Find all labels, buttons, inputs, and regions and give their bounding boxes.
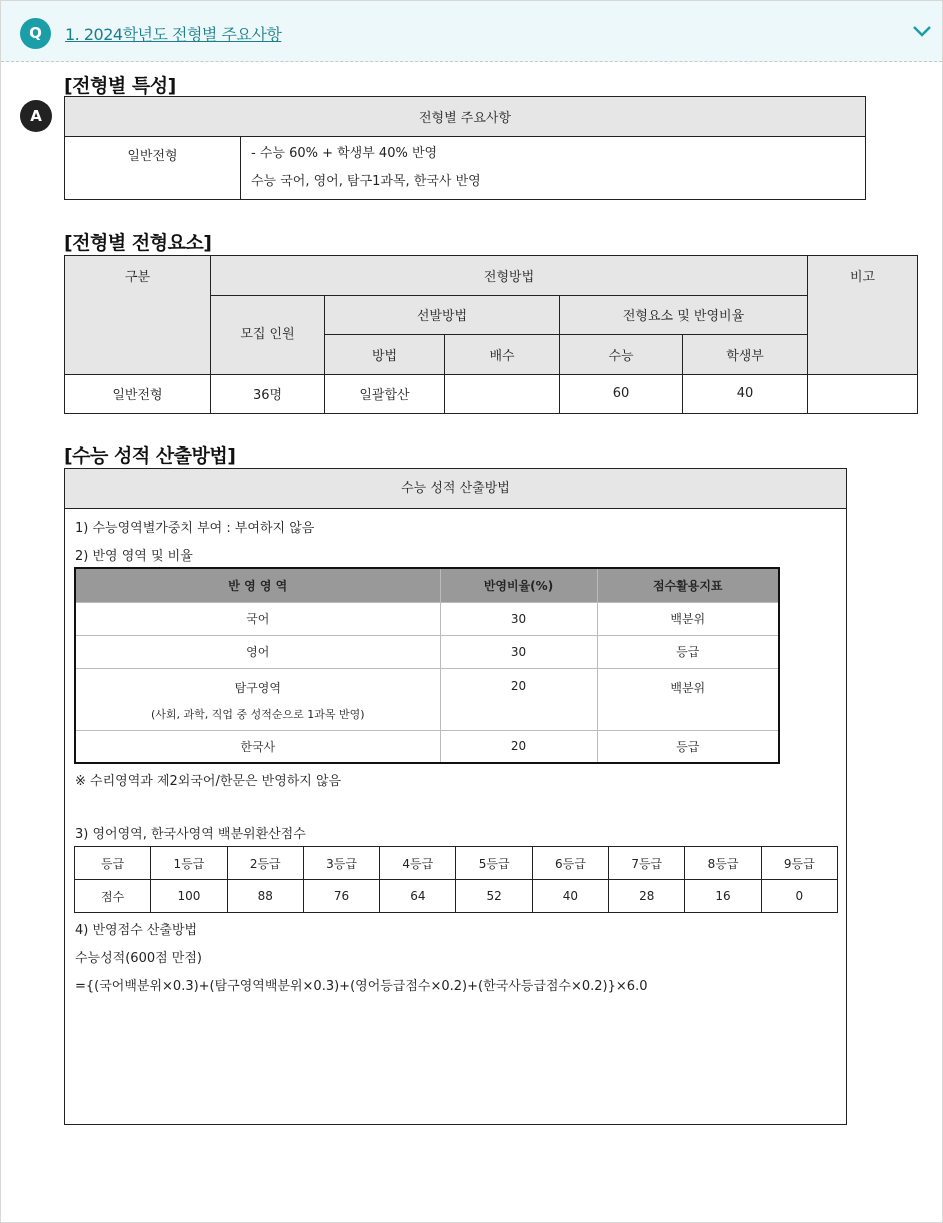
cell-type: 일반전형	[65, 374, 211, 414]
q-badge: Q	[20, 18, 51, 49]
characteristics-table	[64, 96, 866, 200]
score-cell: 52	[456, 880, 532, 913]
grade-cell: 8등급	[685, 847, 761, 880]
score-row	[75, 880, 838, 913]
cell-area: 탐구영역	[234, 680, 281, 695]
cell-note	[808, 374, 918, 414]
header-select: 선발방법	[325, 295, 560, 335]
table-row	[75, 668, 779, 730]
grade-cell: 7등급	[609, 847, 685, 880]
cell-index: 백분위	[597, 602, 779, 635]
grade-cell: 9등급	[761, 847, 837, 880]
cell-line: - 수능 60% + 학생부 40% 반영	[251, 146, 438, 161]
cell-area: 영어	[75, 635, 440, 668]
text-line: 4) 반영점수 산출방법	[75, 923, 198, 938]
ratio-table	[74, 567, 780, 764]
cell-index: 등급	[597, 730, 779, 763]
note-text: ※ 수리영역과 제2외국어/한문은 반영하지 않음	[75, 774, 342, 789]
faq-question-bar[interactable]	[1, 1, 942, 62]
score-cell: 76	[303, 880, 379, 913]
table-row	[75, 635, 779, 668]
cell-index: 등급	[597, 635, 779, 668]
cell-ratio: 20	[440, 668, 597, 730]
cell-multiple	[445, 374, 560, 414]
score-cell: 100	[151, 880, 227, 913]
elements-table	[64, 255, 918, 414]
cell-suneung: 60	[560, 374, 683, 414]
cell-area-sub: (사회, 과학, 직업 중 성적순으로 1과목 반영)	[150, 707, 365, 721]
section-title: [전형별 특성]	[64, 75, 176, 97]
header-area: 반 영 영 역	[75, 568, 440, 602]
text-line: 수능성적(600점 만점)	[75, 951, 202, 966]
grade-cell: 3등급	[303, 847, 379, 880]
header-multiple: 배수	[445, 335, 560, 375]
header-gubun: 구분	[65, 256, 211, 375]
chevron-down-icon[interactable]	[910, 19, 934, 43]
text-line: 2) 반영 영역 및 비율	[75, 549, 193, 564]
header-elements: 전형요소 및 반영비율	[560, 295, 808, 335]
header-note: 비고	[808, 256, 918, 375]
header-method: 전형방법	[211, 256, 808, 296]
cell-area: 한국사	[75, 730, 440, 763]
table-header: 전형별 주요사항	[65, 97, 866, 137]
text-line: 1) 수능영역별가중치 부여 : 부여하지 않음	[75, 521, 315, 536]
grade-cell: 4등급	[380, 847, 456, 880]
header-way: 방법	[325, 335, 445, 375]
text-line: 3) 영어영역, 한국사영역 백분위환산점수	[75, 827, 306, 842]
grade-score-table	[74, 846, 838, 913]
formula-text: ={(국어백분위×0.3)+(탐구영역백분위×0.3)+(영어등급점수×0.2)+(한국사등급점수×0.2)}×6.0	[75, 979, 648, 994]
score-cell: 64	[380, 880, 456, 913]
score-cell: 0	[761, 880, 837, 913]
grade-cell: 등급	[75, 847, 151, 880]
faq-question-title[interactable]: 1. 2024학년도 전형별 주요사항	[65, 25, 282, 44]
cell-recruit: 36명	[211, 374, 325, 414]
row-label: 일반전형	[65, 137, 241, 200]
section-title: [수능 성적 산출방법]	[64, 445, 236, 467]
cell-ratio: 20	[440, 730, 597, 763]
box-header: 수능 성적 산출방법	[65, 469, 846, 509]
header-school: 학생부	[683, 335, 808, 375]
cell-ratio: 30	[440, 635, 597, 668]
grade-row	[75, 847, 838, 880]
score-cell: 28	[609, 880, 685, 913]
cell-index: 백분위	[597, 668, 779, 730]
cell-line: 수능 국어, 영어, 탐구1과목, 한국사 반영	[251, 174, 481, 189]
cell-school: 40	[683, 374, 808, 414]
table-row	[65, 374, 918, 414]
table-row	[75, 730, 779, 763]
cell-way: 일괄합산	[325, 374, 445, 414]
header-ratio: 반영비율(%)	[440, 568, 597, 602]
section-title: [전형별 전형요소]	[64, 232, 212, 254]
grade-cell: 1등급	[151, 847, 227, 880]
score-cell: 점수	[75, 880, 151, 913]
table-row	[75, 602, 779, 635]
header-index: 점수활용지표	[597, 568, 779, 602]
header-recruit: 모집 인원	[211, 295, 325, 374]
header-suneung: 수능	[560, 335, 683, 375]
score-cell: 16	[685, 880, 761, 913]
cell-ratio: 30	[440, 602, 597, 635]
score-cell: 88	[227, 880, 303, 913]
calculation-box	[64, 468, 847, 1125]
grade-cell: 6등급	[532, 847, 608, 880]
cell-area: 국어	[75, 602, 440, 635]
grade-cell: 2등급	[227, 847, 303, 880]
grade-cell: 5등급	[456, 847, 532, 880]
a-badge: A	[20, 100, 52, 132]
score-cell: 40	[532, 880, 608, 913]
